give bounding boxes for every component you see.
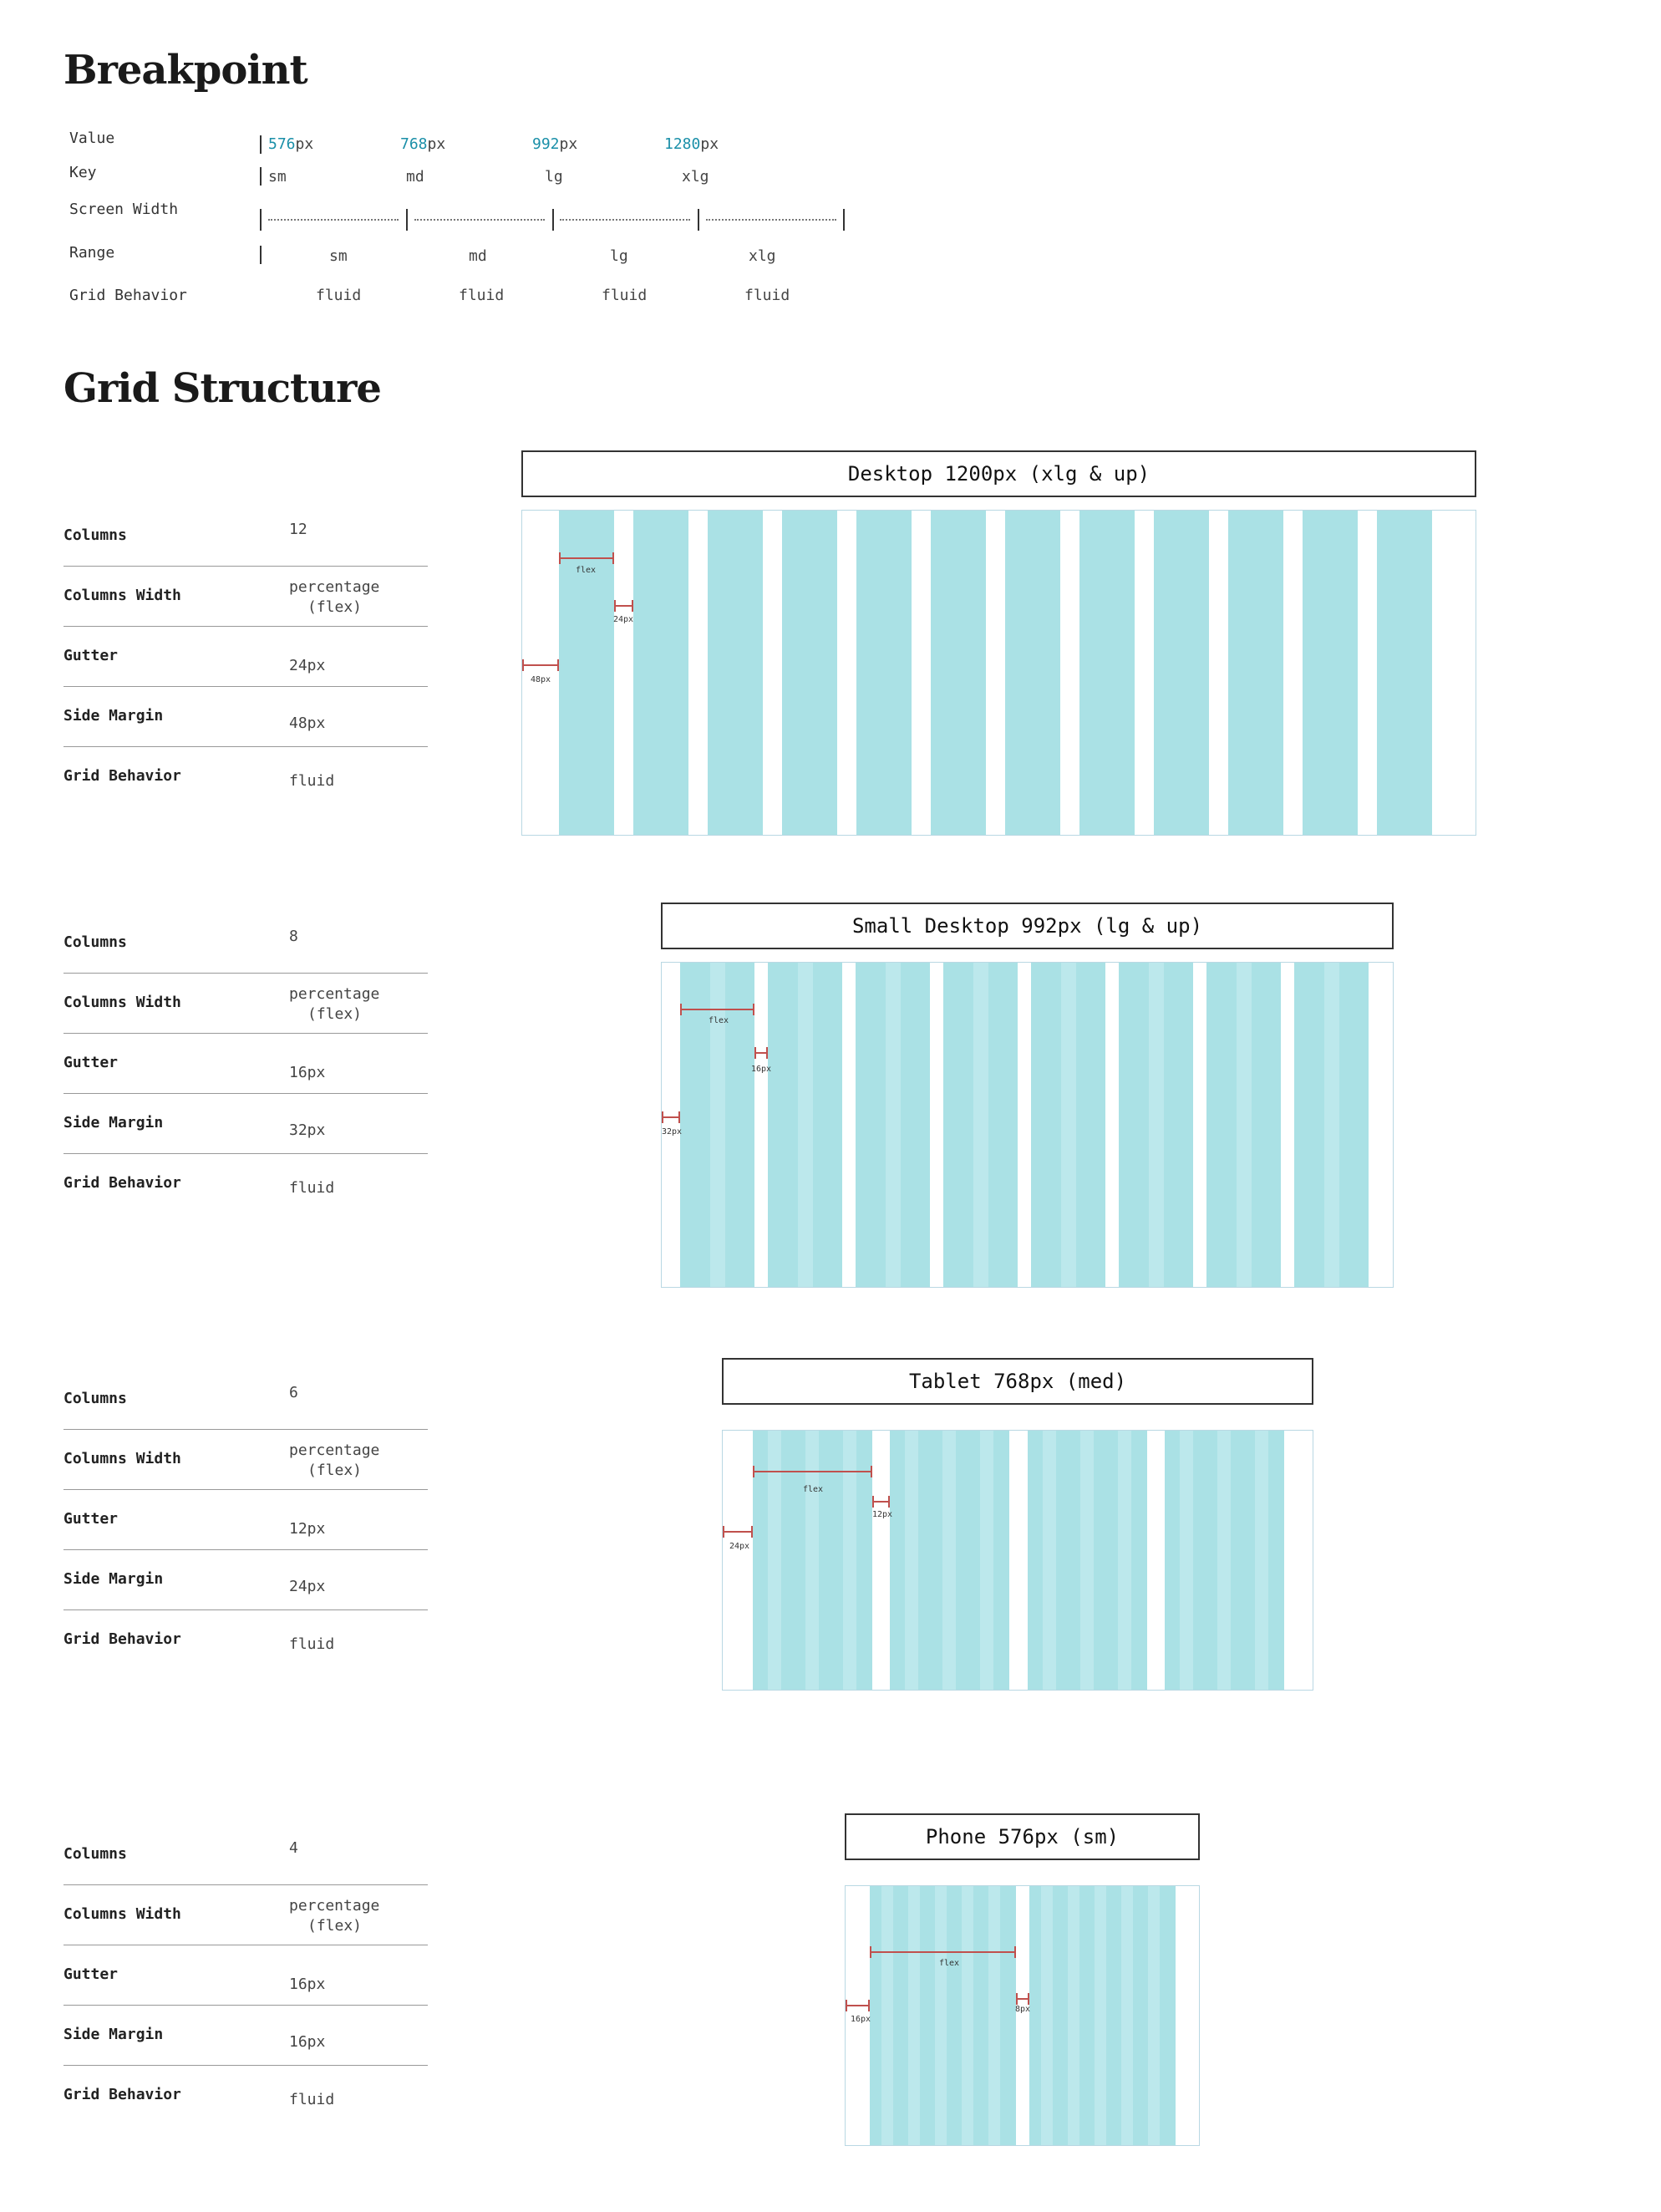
side-margin-value: 32px [289, 1121, 326, 1139]
column-subdivision [1061, 963, 1076, 1287]
behavior-lg: fluid [602, 287, 648, 304]
divider [63, 1489, 428, 1490]
side-margin-label: Side Margin [63, 1570, 164, 1588]
side-margin-label: Side Margin [63, 1114, 164, 1131]
breakpoint-value-768: 768px [400, 135, 446, 153]
key-label: Key [69, 164, 97, 181]
small-desktop-title-box: Small Desktop 992px (lg & up) [661, 903, 1394, 949]
grid-column [708, 511, 763, 835]
column-subdivision [1068, 1886, 1079, 2145]
screen-width-tick-4 [843, 209, 845, 231]
gutter-measure-label: 12px [872, 1510, 893, 1519]
column-subdivision [805, 1431, 819, 1690]
column-subdivision [1217, 1431, 1231, 1690]
margin-measure [522, 664, 559, 666]
grid-behavior-label: Grid Behavior [63, 2086, 181, 2103]
gutter-measure-label: 24px [613, 615, 634, 624]
divider [63, 1429, 428, 1430]
grid-column [1165, 1431, 1284, 1690]
columns-width-label: Columns Width [63, 1905, 181, 1923]
range-sm: sm [329, 247, 348, 265]
grid-behavior-label: Grid Behavior [63, 1630, 181, 1648]
columns-width-flex: (flex) [307, 1005, 363, 1023]
divider [63, 2005, 428, 2006]
grid-column [1119, 963, 1193, 1287]
grid-column [870, 1886, 1016, 2145]
columns-value: 4 [289, 1839, 298, 1857]
grid-column [633, 511, 688, 835]
flex-measure-label: flex [576, 566, 597, 575]
divider [63, 626, 428, 627]
grid-behavior-label: Grid Behavior [63, 767, 181, 785]
column-subdivision [988, 1886, 1000, 2145]
margin-measure [846, 2005, 870, 2006]
range-lg: lg [610, 247, 628, 265]
range-xlg: xlg [749, 247, 776, 265]
grid-column [1079, 511, 1135, 835]
side-margin-value: 24px [289, 1578, 326, 1595]
tablet-grid-preview [722, 1430, 1313, 1691]
screen-width-segment-xlg [706, 219, 836, 221]
grid-column [1028, 1431, 1147, 1690]
phone-grid-preview [845, 1885, 1200, 2146]
columns-value: 6 [289, 1384, 298, 1401]
margin-measure-label: 24px [729, 1542, 750, 1551]
columns-width-value: percentage [289, 1897, 380, 1915]
grid-column [753, 1431, 872, 1690]
gutter-label: Gutter [63, 1965, 119, 1983]
column-subdivision [768, 1431, 781, 1690]
range-md: md [469, 247, 487, 265]
column-subdivision [973, 963, 988, 1287]
flex-measure [870, 1951, 1016, 1953]
screen-width-tick-2 [552, 209, 554, 231]
gutter-measure [614, 605, 633, 607]
behavior-md: fluid [459, 287, 505, 304]
tablet-title-box: Tablet 768px (med) [722, 1358, 1313, 1405]
flex-measure [753, 1471, 872, 1472]
divider [63, 2065, 428, 2066]
gutter-measure [754, 1052, 768, 1054]
column-subdivision [843, 1431, 856, 1690]
breakpoint-value-992: 992px [532, 135, 578, 153]
grid-column [559, 511, 614, 835]
gutter-value: 16px [289, 1976, 326, 1993]
margin-measure [662, 1116, 680, 1118]
columns-value: 8 [289, 928, 298, 945]
flex-measure-label: flex [939, 1959, 960, 1968]
flex-measure [559, 557, 614, 559]
columns-width-value: percentage [289, 578, 380, 596]
grid-column [1029, 1886, 1176, 2145]
grid-column [768, 963, 842, 1287]
column-subdivision [1237, 963, 1252, 1287]
breakpoint-key-sm: sm [268, 168, 287, 186]
flex-measure-label: flex [709, 1016, 729, 1025]
divider [63, 1093, 428, 1094]
grid-column [856, 963, 930, 1287]
column-subdivision [962, 1886, 973, 2145]
flex-measure [680, 1009, 754, 1010]
screen-width-segment-lg [560, 219, 690, 221]
columns-label: Columns [63, 933, 127, 951]
grid-column [1031, 963, 1105, 1287]
breakpoint-value-576: 576px [268, 135, 314, 153]
column-subdivision [1041, 1886, 1053, 2145]
grid-behavior-label: Grid Behavior [63, 1174, 181, 1192]
gutter-measure-label: 8px [1015, 2005, 1031, 2014]
value-label: Value [69, 130, 115, 147]
column-subdivision [1180, 1431, 1193, 1690]
behavior-xlg: fluid [744, 287, 790, 304]
grid-behavior-value: fluid [289, 1179, 335, 1197]
key-row-bar [260, 167, 262, 186]
divider [63, 1033, 428, 1034]
columns-width-flex: (flex) [307, 1462, 363, 1479]
range-row-bar [260, 246, 262, 264]
column-subdivision [1255, 1431, 1268, 1690]
column-subdivision [980, 1431, 993, 1690]
screen-width-tick-1 [406, 209, 408, 231]
grid-column [782, 511, 837, 835]
column-subdivision [1095, 1886, 1106, 2145]
columns-width-flex: (flex) [307, 1917, 363, 1935]
columns-value: 12 [289, 521, 307, 538]
phone-title-box: Phone 576px (sm) [845, 1813, 1200, 1860]
screen-width-tick-3 [698, 209, 699, 231]
small-desktop-grid-preview [661, 962, 1394, 1288]
desktop-grid-preview [521, 510, 1476, 836]
side-margin-value: 16px [289, 2033, 326, 2051]
gutter-value: 24px [289, 657, 326, 674]
breakpoint-key-lg: lg [545, 168, 563, 186]
breakpoint-key-xlg: xlg [682, 168, 709, 186]
margin-measure [723, 1531, 753, 1533]
column-subdivision [710, 963, 725, 1287]
grid-structure-title: Grid Structure [63, 365, 381, 412]
divider [63, 1884, 428, 1885]
column-subdivision [1043, 1431, 1056, 1690]
gutter-measure [872, 1501, 890, 1503]
value-row-bar [260, 135, 262, 154]
column-subdivision [1118, 1431, 1131, 1690]
grid-behavior-label: Grid Behavior [69, 287, 187, 304]
divider [63, 1609, 428, 1610]
grid-column [1005, 511, 1060, 835]
range-label: Range [69, 244, 115, 262]
column-subdivision [1324, 963, 1339, 1287]
columns-label: Columns [63, 1845, 127, 1863]
gutter-label: Gutter [63, 647, 119, 664]
margin-measure-label: 32px [662, 1127, 683, 1137]
gutter-value: 16px [289, 1064, 326, 1081]
screen-width-segment-sm [268, 219, 399, 221]
column-subdivision [935, 1886, 947, 2145]
grid-behavior-value: fluid [289, 772, 335, 790]
gutter-measure [1016, 1998, 1029, 2000]
columns-width-value: percentage [289, 1442, 380, 1459]
grid-column [856, 511, 912, 835]
grid-column [680, 963, 754, 1287]
gutter-label: Gutter [63, 1054, 119, 1071]
gutter-label: Gutter [63, 1510, 119, 1528]
gutter-value: 12px [289, 1520, 326, 1538]
columns-width-label: Columns Width [63, 587, 181, 604]
column-subdivision [881, 1886, 893, 2145]
divider [63, 686, 428, 687]
column-subdivision [905, 1431, 918, 1690]
screen-width-segment-md [414, 219, 545, 221]
flex-measure-label: flex [803, 1485, 824, 1494]
column-subdivision [908, 1886, 920, 2145]
columns-label: Columns [63, 526, 127, 544]
breakpoint-value-1280: 1280px [664, 135, 719, 153]
grid-column [1206, 963, 1281, 1287]
desktop-title-box: Desktop 1200px (xlg & up) [521, 450, 1476, 497]
column-subdivision [942, 1431, 956, 1690]
columns-width-flex: (flex) [307, 598, 363, 616]
grid-column [1154, 511, 1209, 835]
divider [63, 746, 428, 747]
divider [63, 566, 428, 567]
divider [63, 1549, 428, 1550]
grid-column [1294, 963, 1369, 1287]
columns-width-label: Columns Width [63, 994, 181, 1011]
column-subdivision [1080, 1431, 1094, 1690]
grid-column [1303, 511, 1358, 835]
behavior-sm: fluid [316, 287, 362, 304]
column-subdivision [1149, 963, 1164, 1287]
grid-behavior-value: fluid [289, 2091, 335, 2108]
column-subdivision [886, 963, 901, 1287]
grid-behavior-value: fluid [289, 1635, 335, 1653]
side-margin-label: Side Margin [63, 2026, 164, 2043]
side-margin-label: Side Margin [63, 707, 164, 725]
margin-measure-label: 16px [851, 2015, 871, 2024]
gutter-measure-label: 16px [751, 1065, 772, 1074]
columns-width-value: percentage [289, 985, 380, 1003]
screen-width-tick-0 [260, 209, 262, 231]
divider [63, 973, 428, 974]
grid-column [1377, 511, 1432, 835]
column-subdivision [798, 963, 813, 1287]
column-subdivision [1121, 1886, 1133, 2145]
divider [63, 1153, 428, 1154]
column-subdivision [1148, 1886, 1160, 2145]
grid-column [943, 963, 1018, 1287]
grid-column [931, 511, 986, 835]
grid-column [1228, 511, 1283, 835]
columns-label: Columns [63, 1390, 127, 1407]
breakpoint-key-md: md [406, 168, 424, 186]
grid-column [890, 1431, 1009, 1690]
breakpoint-title: Breakpoint [63, 47, 307, 94]
side-margin-value: 48px [289, 714, 326, 732]
screen-width-label: Screen Width [69, 201, 179, 218]
columns-width-label: Columns Width [63, 1450, 181, 1467]
margin-measure-label: 48px [531, 675, 551, 684]
